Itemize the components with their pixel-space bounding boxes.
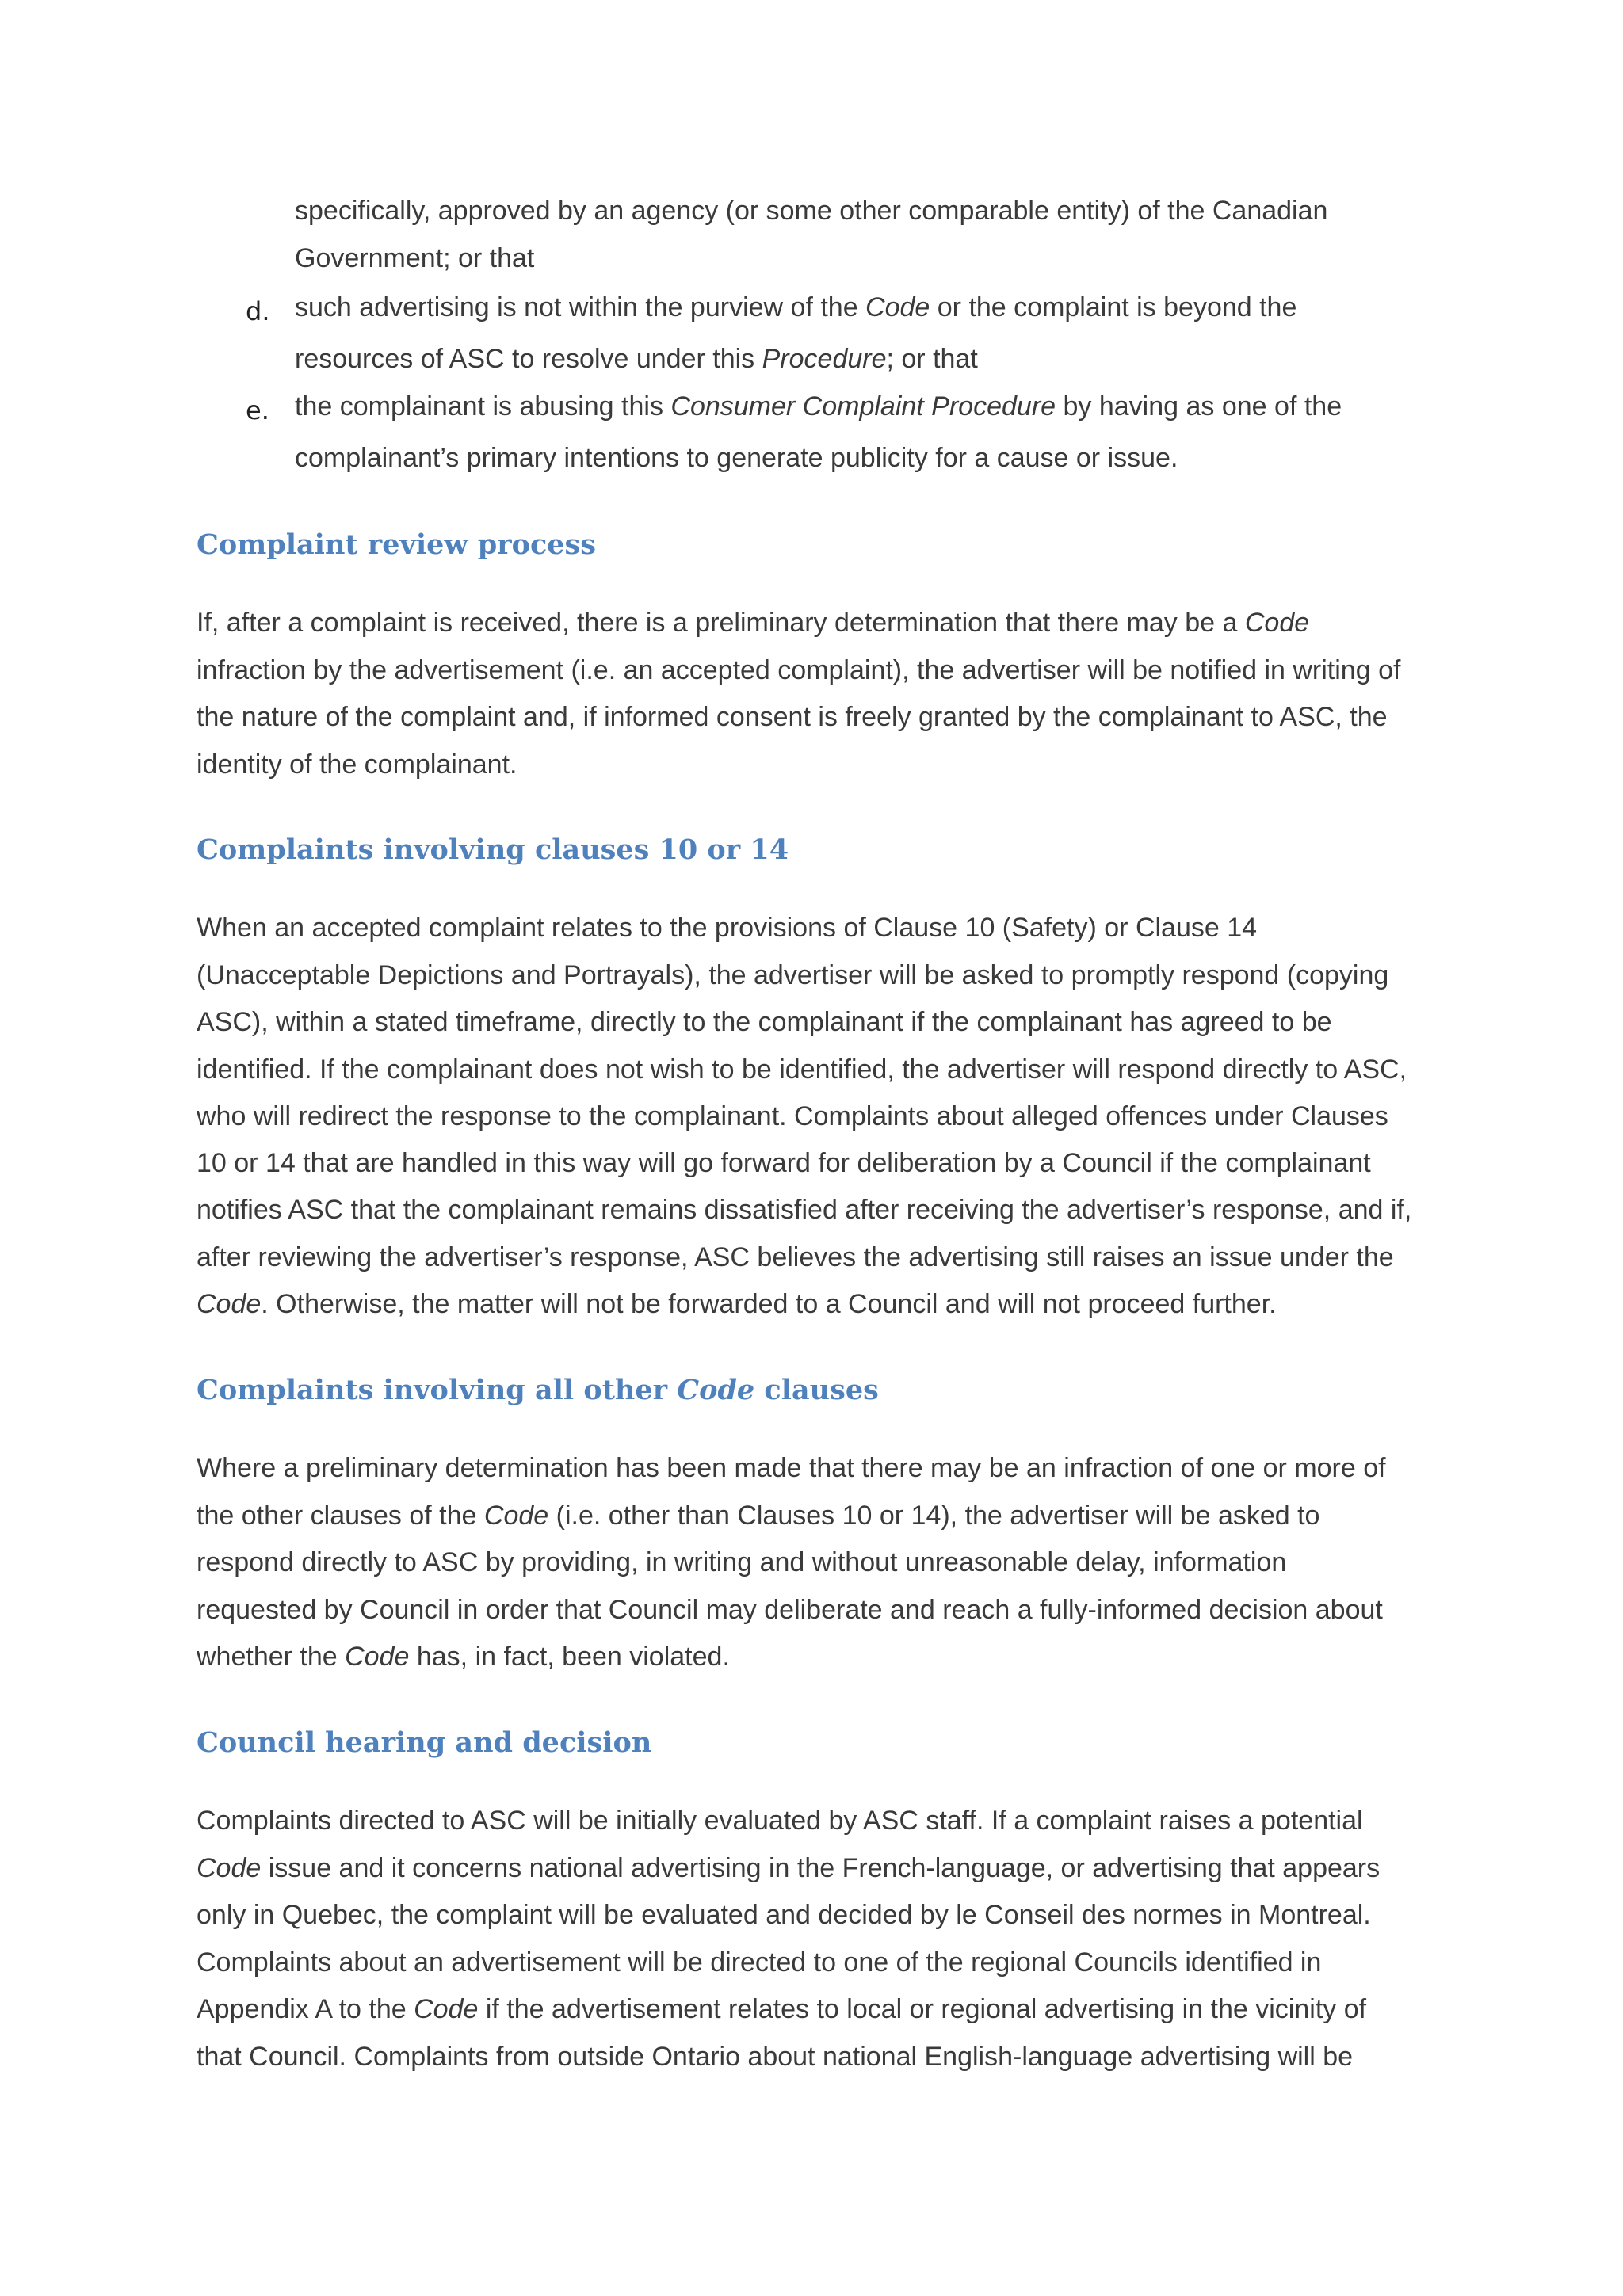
council-line-6: that Council. Complaints from outside Ontario about national English-language advertising will be	[197, 2042, 1354, 2072]
heading-complaint-review-process: Complaint review process	[197, 528, 596, 561]
list-item-marker-e: e.	[246, 395, 269, 425]
clauses-10-14-line-8: after reviewing the advertiser’s response, ASC believes the advertising still raises an issue under the	[197, 1242, 1394, 1272]
other-clauses-line-5: whether the Code has, in fact, been violated.	[197, 1642, 730, 1672]
list-item-d-line-2: resources of ASC to resolve under this Procedure; or that	[295, 344, 978, 374]
heading-complaints-other-clauses: Complaints involving all other Code clauses	[197, 1374, 879, 1406]
clauses-10-14-line-1: When an accepted complaint relates to the provisions of Clause 10 (Safety) or Clause 14	[197, 913, 1258, 943]
list-item-c-line-2: Government; or that	[295, 243, 535, 273]
list-item-marker-d: d.	[246, 296, 270, 326]
heading-complaints-clauses-10-14: Complaints involving clauses 10 or 14	[197, 833, 789, 866]
council-line-2: Code issue and it concerns national advertising in the French-language, or advertising that appears	[197, 1853, 1381, 1883]
clauses-10-14-line-3: ASC), within a stated timeframe, directly to the complainant if the complainant has agreed to be	[197, 1007, 1332, 1037]
clauses-10-14-line-4: identified. If the complainant does not wish to be identified, the advertiser will respond directly to ASC,	[197, 1055, 1407, 1085]
list-item-d-line-1: such advertising is not within the purview of the Code or the complaint is beyond the	[295, 292, 1297, 322]
heading-council-hearing-decision: Council hearing and decision	[197, 1726, 652, 1759]
list-item-e-line-2: complainant’s primary intentions to generate publicity for a cause or issue.	[295, 443, 1178, 473]
clauses-10-14-line-7: notifies ASC that the complainant remains dissatisfied after receiving the advertiser’s response, and if,	[197, 1195, 1412, 1225]
list-item-c-line-1: specifically, approved by an agency (or some other comparable entity) of the Canadian	[295, 196, 1328, 226]
clauses-10-14-line-5: who will redirect the response to the complainant. Complaints about alleged offences under Clauses	[197, 1101, 1388, 1131]
council-line-3: only in Quebec, the complaint will be evaluated and decided by le Conseil des normes in Montreal.	[197, 1900, 1371, 1930]
review-line-2: infraction by the advertisement (i.e. an accepted complaint), the advertiser will be notified in writing of	[197, 655, 1401, 685]
review-line-4: identity of the complainant.	[197, 749, 517, 780]
review-line-3: the nature of the complaint and, if informed consent is freely granted by the complainant to ASC, the	[197, 702, 1388, 732]
other-clauses-line-4: requested by Council in order that Council may deliberate and reach a fully-informed decision about	[197, 1595, 1383, 1625]
other-clauses-line-2: the other clauses of the Code (i.e. other than Clauses 10 or 14), the advertiser will be asked to	[197, 1501, 1320, 1531]
other-clauses-line-1: Where a preliminary determination has been made that there may be an infraction of one or more of	[197, 1453, 1386, 1483]
clauses-10-14-line-9: Code. Otherwise, the matter will not be forwarded to a Council and will not proceed further.	[197, 1289, 1277, 1319]
council-line-5: Appendix A to the Code if the advertisement relates to local or regional advertising in the vicinity of	[197, 1994, 1367, 2024]
clauses-10-14-line-2: (Unacceptable Depictions and Portrayals), the advertiser will be asked to promptly respond (copying	[197, 960, 1389, 990]
council-line-1: Complaints directed to ASC will be initially evaluated by ASC staff. If a complaint raises a potential	[197, 1806, 1363, 1836]
other-clauses-line-3: respond directly to ASC by providing, in writing and without unreasonable delay, information	[197, 1547, 1287, 1577]
review-line-1: If, after a complaint is received, there is a preliminary determination that there may be a Code	[197, 608, 1310, 638]
clauses-10-14-line-6: 10 or 14 that are handled in this way will go forward for deliberation by a Council if the complainant	[197, 1148, 1371, 1178]
council-line-4: Complaints about an advertisement will be directed to one of the regional Councils identified in	[197, 1947, 1322, 1978]
list-item-e-line-1: the complainant is abusing this Consumer Complaint Procedure by having as one of the	[295, 391, 1342, 421]
